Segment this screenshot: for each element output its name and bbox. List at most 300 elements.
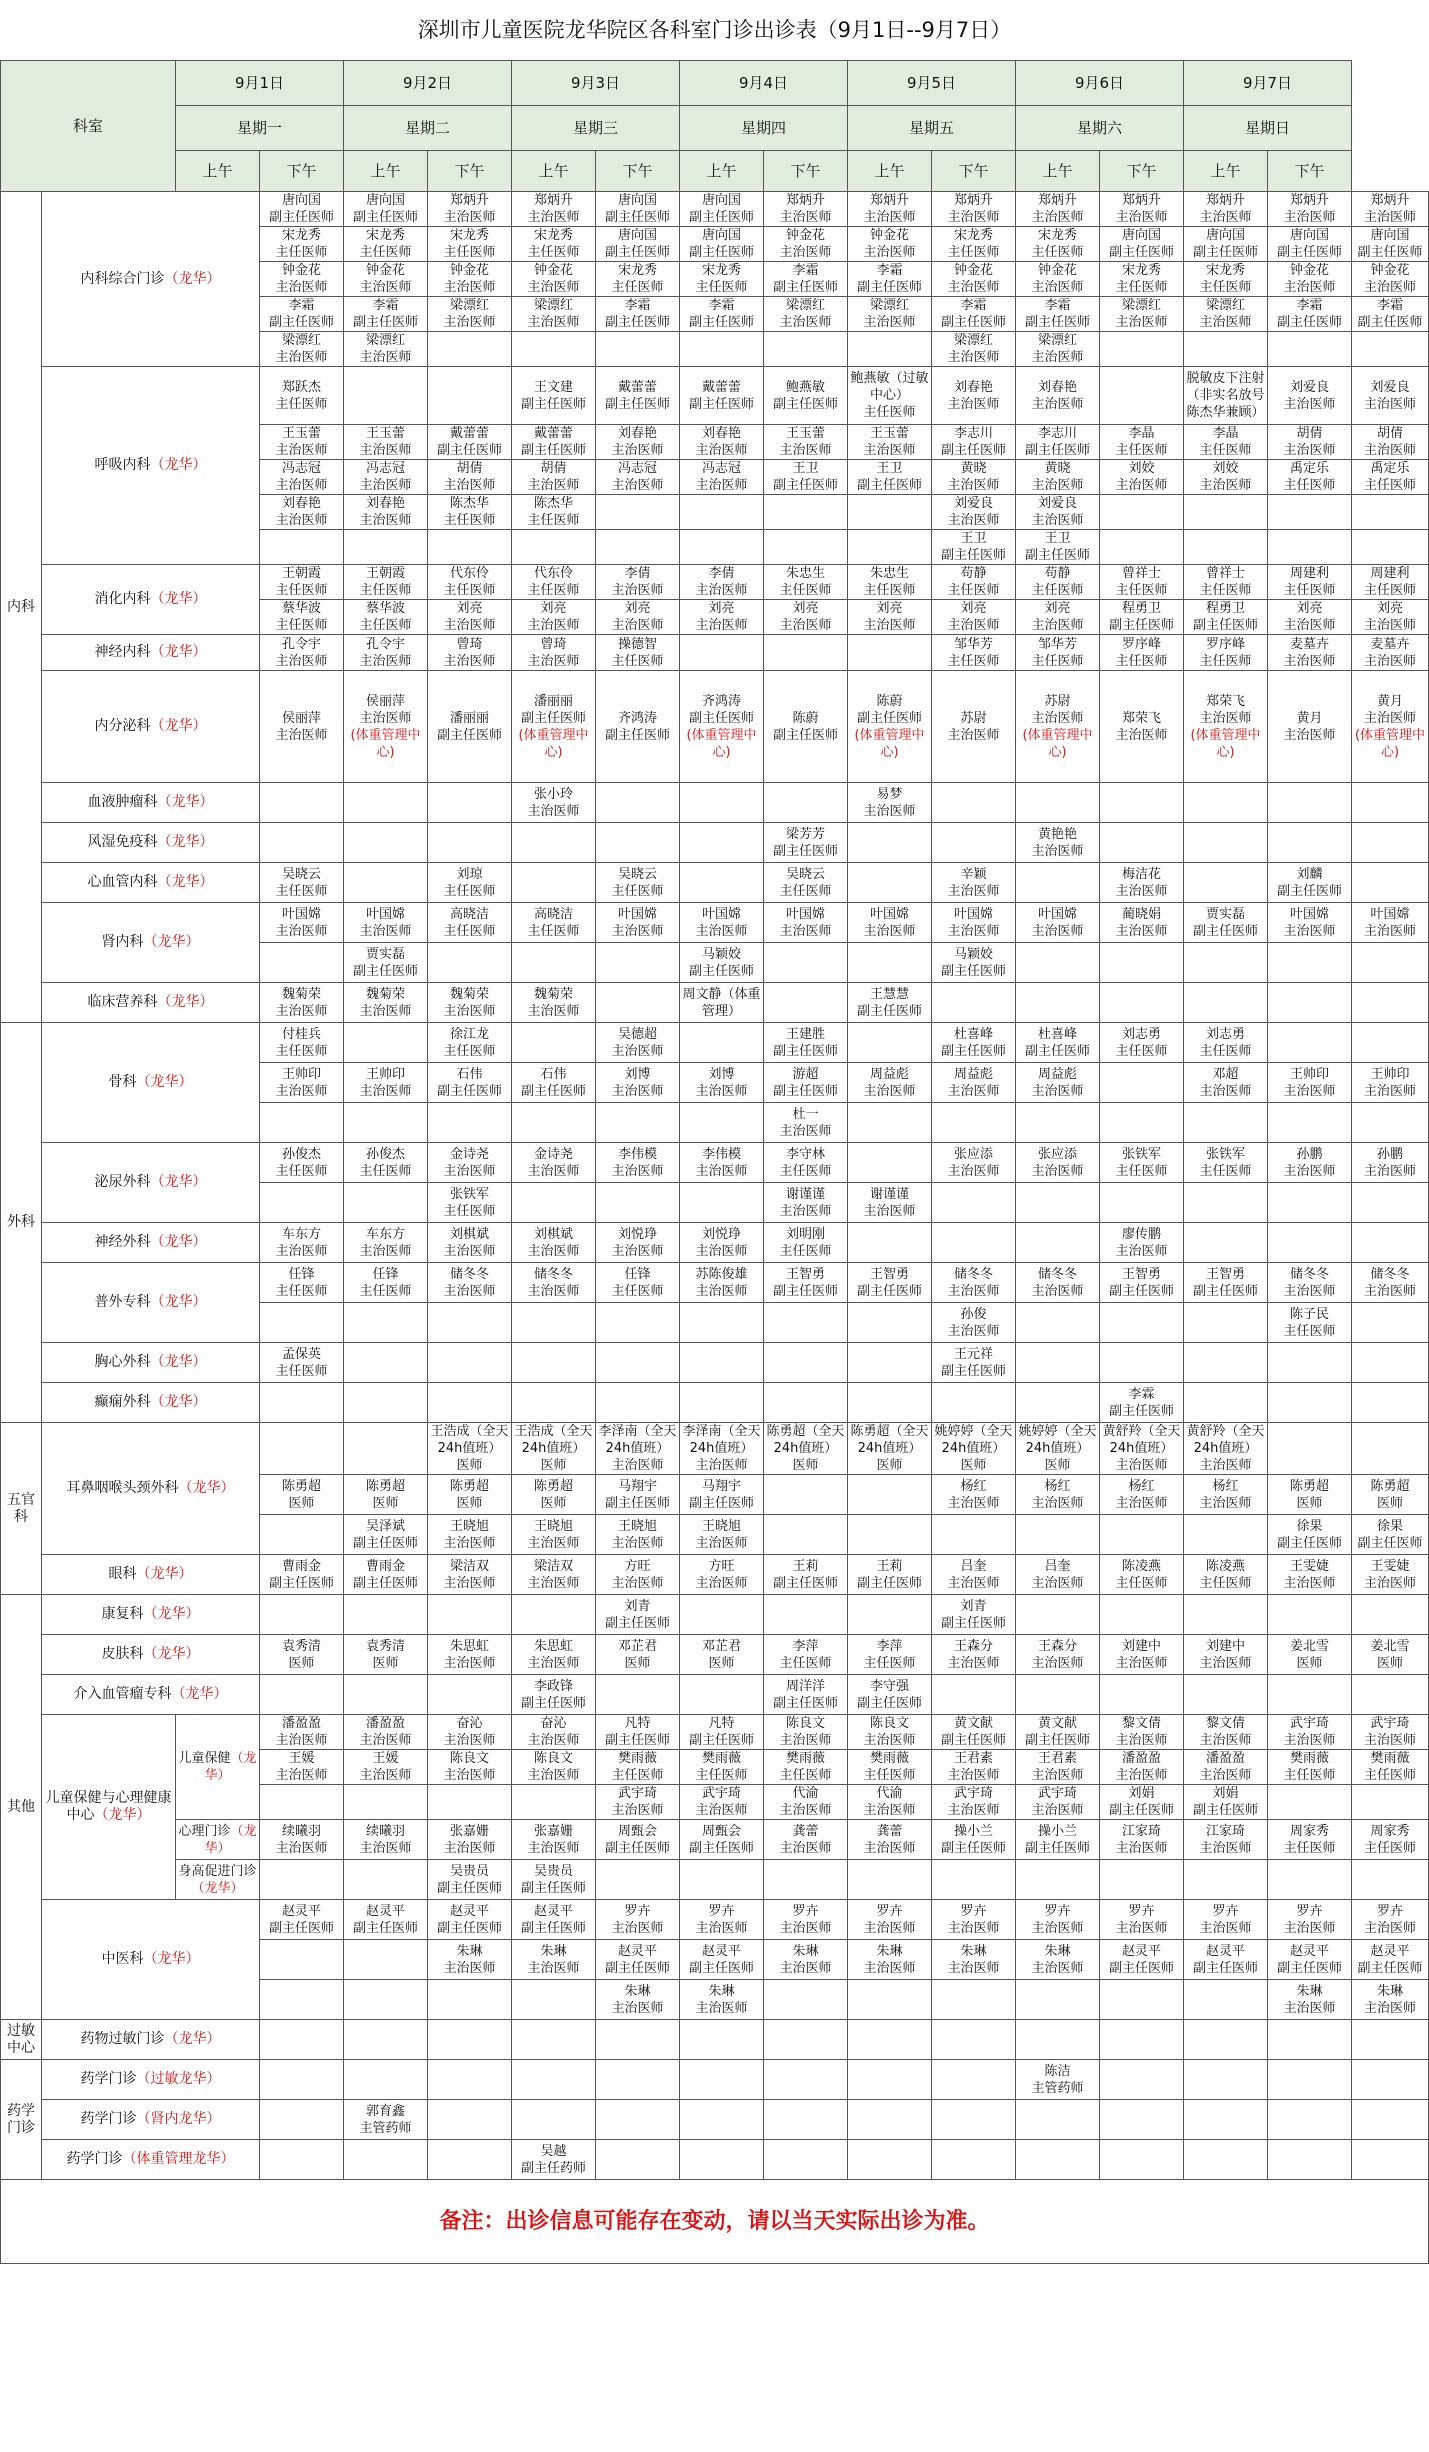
doctor-title: 主任医师 bbox=[443, 1043, 496, 1059]
dept-cell bbox=[42, 783, 260, 823]
doctor-title: 主治医师 bbox=[359, 513, 412, 528]
doctor-title: 副主任医师 bbox=[1109, 1960, 1175, 1976]
doctor-cell bbox=[1016, 1900, 1100, 1940]
doctor-cell bbox=[1100, 1023, 1184, 1063]
doctor-name: 陈良文 bbox=[786, 1716, 826, 1731]
doctor-title: 主治医师 bbox=[947, 1655, 1000, 1671]
doctor-title: 副主任医师 bbox=[773, 727, 839, 743]
doctor-title: 副主任医师 bbox=[1357, 1535, 1423, 1551]
doctor-cell bbox=[1352, 262, 1429, 297]
doctor-name: 王卫 bbox=[960, 531, 987, 546]
empty-cell bbox=[848, 943, 932, 983]
doctor-cell bbox=[1100, 1715, 1184, 1750]
doctor-name: 孙俊杰 bbox=[282, 1146, 322, 1162]
doctor-cell bbox=[932, 1475, 1016, 1515]
doctor-cell bbox=[260, 227, 344, 262]
doctor-name: 张应添 bbox=[1038, 1146, 1078, 1162]
doctor-title: 主治医师 bbox=[695, 443, 748, 458]
doctor-title: 主治医师 bbox=[1364, 210, 1417, 225]
subdept-cell bbox=[176, 1860, 260, 1900]
doctor-cell bbox=[596, 1063, 680, 1103]
doctor-title: 副主任医师 bbox=[521, 1695, 587, 1711]
empty-cell bbox=[344, 1980, 428, 2020]
empty-cell bbox=[1352, 2020, 1429, 2060]
empty-cell bbox=[512, 2020, 596, 2060]
doctor-title: 医师 bbox=[1377, 1655, 1404, 1671]
doctor-cell bbox=[260, 903, 344, 943]
text: 普外专科 bbox=[94, 1294, 151, 1310]
doctor-title: 主治医师 bbox=[779, 1840, 832, 1856]
doctor-cell bbox=[848, 1715, 932, 1750]
doctor-cell bbox=[1100, 1820, 1184, 1860]
doctor-cell bbox=[764, 1675, 848, 1715]
doctor-cell bbox=[512, 297, 596, 332]
doctor-cell bbox=[260, 1263, 344, 1303]
text: 临床营养科 bbox=[87, 994, 158, 1010]
doctor-title: 主任医师 bbox=[947, 583, 1000, 598]
doctor-title: 主任医师 bbox=[1364, 478, 1417, 493]
doctor-name: 吴贵员 bbox=[534, 1863, 574, 1879]
doctor-title: 主治医师 bbox=[527, 1960, 580, 1976]
doctor-cell bbox=[848, 983, 932, 1023]
empty-cell bbox=[1268, 2100, 1352, 2140]
doctor-name: 陈蔚 bbox=[792, 710, 819, 726]
doctor-name: 钟金花 bbox=[534, 263, 574, 278]
schedule-row bbox=[1, 903, 1429, 943]
doctor-title: 主治医师 bbox=[359, 350, 412, 365]
doctor-name: 宋龙秀 bbox=[618, 263, 658, 278]
doctor-title: 副主任医师 bbox=[1357, 1960, 1423, 1976]
empty-cell bbox=[1352, 863, 1429, 903]
doctor-title: 主治医师 bbox=[1115, 1768, 1168, 1783]
schedule-row bbox=[1, 1143, 1429, 1183]
doctor-title: 主任医师 bbox=[275, 245, 328, 260]
doctor-cell bbox=[260, 1343, 344, 1383]
empty-cell bbox=[680, 2140, 764, 2180]
dept-tag: （龙华） bbox=[164, 2031, 221, 2047]
schedule-row bbox=[1, 2100, 1429, 2140]
doctor-title: 主治医师 bbox=[275, 1768, 328, 1783]
text: 介入血管瘤专科 bbox=[73, 1686, 172, 1702]
doctor-title: 主任医师 bbox=[1031, 245, 1084, 260]
doctor-cell bbox=[848, 783, 932, 823]
empty-cell bbox=[1016, 2100, 1100, 2140]
doctor-cell bbox=[848, 297, 932, 332]
empty-cell bbox=[1352, 2140, 1429, 2180]
empty-cell bbox=[1352, 1343, 1429, 1383]
doctor-title: 主任医师 bbox=[1199, 1575, 1252, 1591]
doctor-title: 副主任医师 bbox=[353, 1920, 419, 1936]
doctor-name: 武宇琦 bbox=[1290, 1716, 1330, 1731]
empty-cell bbox=[1100, 2020, 1184, 2060]
empty-cell bbox=[512, 1343, 596, 1383]
dept-cell bbox=[42, 1223, 260, 1263]
doctor-cell bbox=[932, 863, 1016, 903]
empty-cell bbox=[344, 2140, 428, 2180]
doctor-name: 叶国嫦 bbox=[786, 906, 826, 922]
schedule-row bbox=[1, 2020, 1429, 2060]
empty-cell bbox=[848, 1103, 932, 1143]
schedule-row bbox=[1, 1223, 1429, 1263]
doctor-title: 主治医师 bbox=[1364, 443, 1417, 458]
doctor-cell bbox=[428, 1423, 512, 1475]
empty-cell bbox=[764, 1595, 848, 1635]
doctor-title: 主治医师 bbox=[359, 280, 412, 295]
doctor-title: 副主任药师 bbox=[521, 2160, 587, 2176]
doctor-title: 副主任医师 bbox=[605, 1495, 671, 1511]
doctor-title: 主治医师 bbox=[1115, 1655, 1168, 1671]
doctor-name: 罗卉 bbox=[960, 1903, 987, 1919]
empty-cell bbox=[1352, 1423, 1429, 1475]
doctor-title: 副主任医师 bbox=[773, 1043, 839, 1059]
dept-tag: （龙华） bbox=[136, 1566, 193, 1582]
doctor-name: 魏菊荣 bbox=[534, 986, 574, 1002]
doctor-cell bbox=[1352, 227, 1429, 262]
doctor-cell bbox=[596, 227, 680, 262]
doctor-cell bbox=[1016, 1423, 1100, 1475]
doctor-name: 周益彪 bbox=[870, 1066, 910, 1082]
empty-cell bbox=[932, 1980, 1016, 2020]
doctor-cell bbox=[596, 1785, 680, 1820]
doctor-cell bbox=[344, 1475, 428, 1515]
empty-cell bbox=[1352, 1675, 1429, 1715]
doctor-name: 陈勇超 bbox=[282, 1478, 322, 1494]
empty-cell bbox=[512, 1303, 596, 1343]
empty-cell bbox=[848, 635, 932, 671]
doctor-name: 李晶 bbox=[1128, 426, 1155, 441]
text: 神经内科 bbox=[94, 644, 151, 660]
doctor-title: 副主任医师 bbox=[1025, 548, 1091, 563]
doctor-name: 王晓旭 bbox=[618, 1518, 658, 1534]
empty-cell bbox=[1184, 983, 1268, 1023]
doctor-name: 刘亮 bbox=[456, 601, 483, 616]
doctor-title: 主治医师 bbox=[1115, 1495, 1168, 1511]
schedule-row bbox=[1, 1263, 1429, 1303]
empty-cell bbox=[428, 1785, 512, 1820]
doctor-name: 吴晓云 bbox=[618, 866, 658, 882]
empty-cell bbox=[1268, 783, 1352, 823]
doctor-title: 主治医师 bbox=[1283, 396, 1336, 412]
doctor-cell bbox=[848, 1675, 932, 1715]
empty-cell bbox=[1016, 1595, 1100, 1635]
doctor-title: 主任医师 bbox=[1115, 280, 1168, 295]
dept-cell bbox=[42, 1635, 260, 1675]
doctor-name: 王君素 bbox=[1038, 1751, 1078, 1766]
empty-cell bbox=[512, 1023, 596, 1063]
doctor-title: 主任医师 bbox=[1031, 583, 1084, 598]
doctor-name: 宋龙秀 bbox=[1038, 228, 1078, 243]
doctor-title: 副主任医师 bbox=[689, 1840, 755, 1856]
doctor-name: 王智勇 bbox=[1206, 1266, 1246, 1282]
doctor-title: 主任医师 bbox=[695, 280, 748, 295]
doctor-title: 副主任医师 bbox=[857, 1003, 923, 1019]
doctor-name: 胡倩 bbox=[540, 461, 567, 476]
doctor-name: 刘博 bbox=[624, 1066, 651, 1082]
doctor-cell bbox=[764, 1223, 848, 1263]
doctor-name: 武宇琦 bbox=[954, 1786, 994, 1801]
doctor-name: 戴蕾蕾 bbox=[534, 426, 574, 441]
doctor-name: 朱琳 bbox=[456, 1943, 483, 1959]
empty-cell bbox=[596, 823, 680, 863]
doctor-cell bbox=[344, 671, 428, 783]
doctor-name: 唐向国 bbox=[618, 193, 658, 208]
empty-cell bbox=[1268, 1785, 1352, 1820]
doctor-cell bbox=[596, 1223, 680, 1263]
empty-cell bbox=[260, 1860, 344, 1900]
doctor-title: 主任医师 bbox=[1364, 1840, 1417, 1856]
empty-cell bbox=[428, 2020, 512, 2060]
empty-cell bbox=[764, 2060, 848, 2100]
doctor-name: 孔令宇 bbox=[366, 636, 406, 652]
empty-cell bbox=[680, 635, 764, 671]
doctor-title: 主治医师 bbox=[1199, 1733, 1252, 1748]
doctor-title: 主治医师 bbox=[947, 1323, 1000, 1339]
schedule-row bbox=[1, 635, 1429, 671]
doctor-name: 程勇卫 bbox=[1122, 601, 1162, 616]
pm-header: 下午 bbox=[428, 151, 512, 192]
doctor-cell bbox=[512, 495, 596, 530]
doctor-title: 主治医师 bbox=[947, 727, 1000, 743]
empty-cell bbox=[1016, 1675, 1100, 1715]
dept-cell bbox=[42, 1143, 260, 1223]
doctor-title: 副主任医师 bbox=[689, 1733, 755, 1748]
doctor-name: 徐江龙 bbox=[450, 1026, 490, 1042]
doctor-name: 梁洁双 bbox=[450, 1558, 490, 1574]
doctor-title: 副主任医师 bbox=[605, 396, 671, 412]
empty-cell bbox=[260, 1940, 344, 1980]
doctor-title: 主治医师 bbox=[1031, 1655, 1084, 1671]
doctor-name: 黄晓 bbox=[960, 461, 987, 476]
doctor-name: 唐向国 bbox=[1122, 228, 1162, 243]
empty-cell bbox=[848, 332, 932, 367]
doctor-name: 任锋 bbox=[288, 1266, 315, 1282]
doctor-title: 主治医师 bbox=[695, 923, 748, 939]
doctor-cell bbox=[764, 863, 848, 903]
doctor-cell bbox=[764, 1423, 848, 1475]
doctor-name: 奋沁 bbox=[540, 1716, 567, 1731]
doctor-title: 主治医师 bbox=[611, 1920, 664, 1936]
doctor-cell bbox=[260, 332, 344, 367]
doctor-title: 主治医师 bbox=[1199, 1458, 1252, 1473]
doctor-name: 王智勇 bbox=[1122, 1266, 1162, 1282]
doctor-name: 王玉蕾 bbox=[282, 426, 322, 441]
doctor-title: 主治医师 bbox=[527, 1283, 580, 1299]
empty-cell bbox=[344, 1303, 428, 1343]
doctor-cell bbox=[512, 1940, 596, 1980]
doctor-title: 主任医师 bbox=[1115, 653, 1168, 669]
doctor-title: 主治医师 bbox=[1031, 1283, 1084, 1299]
doctor-title: 主治医师 bbox=[1364, 1083, 1417, 1099]
doctor-title: 主治医师 bbox=[947, 618, 1000, 633]
doctor-title: 副主任医师 bbox=[689, 315, 755, 330]
doctor-name: 王帅印 bbox=[1290, 1066, 1330, 1082]
doctor-title: 主任医师 bbox=[863, 583, 916, 598]
doctor-cell bbox=[1268, 863, 1352, 903]
doctor-name: 周甄会 bbox=[702, 1823, 742, 1839]
doctor-cell bbox=[1184, 262, 1268, 297]
doctor-name: 孙俊 bbox=[960, 1306, 987, 1322]
doctor-cell bbox=[848, 1635, 932, 1675]
doctor-name: 樊雨薇 bbox=[618, 1751, 658, 1766]
empty-cell bbox=[848, 530, 932, 565]
doctor-cell bbox=[596, 1715, 680, 1750]
empty-cell bbox=[428, 943, 512, 983]
doctor-name: 叶国嫦 bbox=[366, 906, 406, 922]
empty-cell bbox=[932, 783, 1016, 823]
doctor-title: 副主任医师 bbox=[773, 1083, 839, 1099]
doctor-name: 曾琦 bbox=[456, 636, 483, 652]
empty-cell bbox=[1100, 2060, 1184, 2100]
doctor-name: 黄文献 bbox=[1038, 1716, 1078, 1731]
doctor-cell bbox=[1352, 1515, 1429, 1555]
doctor-cell bbox=[260, 1063, 344, 1103]
doctor-title: 副主任医师 bbox=[521, 1880, 587, 1896]
doctor-name: 蔺晓娟 bbox=[1122, 906, 1162, 922]
doctor-cell bbox=[344, 495, 428, 530]
empty-cell bbox=[428, 367, 512, 425]
doctor-title: 主治医师 bbox=[947, 350, 1000, 365]
doctor-title: 主任医师 bbox=[1199, 583, 1252, 598]
doctor-cell bbox=[512, 227, 596, 262]
doctor-cell bbox=[932, 262, 1016, 297]
doctor-cell bbox=[932, 1555, 1016, 1595]
doctor-cell bbox=[764, 1940, 848, 1980]
empty-cell bbox=[764, 332, 848, 367]
doctor-cell bbox=[512, 1900, 596, 1940]
doctor-cell bbox=[428, 671, 512, 783]
doctor-cell bbox=[1268, 1820, 1352, 1860]
doctor-title: 主治医师 bbox=[443, 1535, 496, 1551]
doctor-title: 主任医师 bbox=[779, 1655, 832, 1671]
doctor-cell bbox=[1268, 1750, 1352, 1785]
doctor-name: 李霜 bbox=[876, 263, 903, 278]
doctor-name: 王莉 bbox=[876, 1558, 903, 1574]
empty-cell bbox=[1100, 1303, 1184, 1343]
doctor-cell bbox=[260, 863, 344, 903]
doctor-title: 主治医师 bbox=[1031, 1960, 1084, 1976]
dept-cell bbox=[42, 1595, 260, 1635]
doctor-name: 郑荣飞 bbox=[1206, 693, 1246, 709]
doctor-title: 副主任医师 bbox=[521, 443, 587, 458]
doctor-name: 刘爱良 bbox=[954, 496, 994, 511]
doctor-title: 主任医师 bbox=[947, 245, 1000, 260]
weekday-header: 星期日 bbox=[1184, 106, 1352, 151]
doctor-title: 主治医师 bbox=[1031, 478, 1084, 493]
doctor-cell bbox=[1184, 425, 1268, 460]
doctor-name: 苏尉 bbox=[1044, 693, 1071, 709]
empty-cell bbox=[512, 1785, 596, 1820]
doctor-name: 王森分 bbox=[954, 1638, 994, 1654]
doctor-name: 姚婷婷（全天24h值班） bbox=[1018, 1424, 1097, 1456]
doctor-name: 潘盈盈 bbox=[1122, 1751, 1162, 1766]
doctor-title: 主任医师 bbox=[779, 1243, 832, 1259]
doctor-name: 王朝霞 bbox=[282, 566, 322, 581]
empty-cell bbox=[1268, 2020, 1352, 2060]
empty-cell bbox=[428, 823, 512, 863]
empty-cell bbox=[680, 1343, 764, 1383]
doctor-name: 王帅印 bbox=[282, 1066, 322, 1082]
doctor-name: 冯志冠 bbox=[366, 461, 406, 476]
doctor-name: 钟金花 bbox=[366, 263, 406, 278]
empty-cell bbox=[1352, 823, 1429, 863]
page-title: 深圳市儿童医院龙华院区各科室门诊出诊表（9月1日--9月7日） bbox=[417, 18, 1012, 42]
empty-cell bbox=[848, 2140, 932, 2180]
empty-cell bbox=[680, 2020, 764, 2060]
schedule-row bbox=[1, 565, 1429, 600]
schedule-row bbox=[1, 783, 1429, 823]
empty-cell bbox=[344, 783, 428, 823]
doctor-title: 副主任医师 bbox=[1193, 618, 1259, 633]
doctor-name: 黄月 bbox=[1296, 710, 1323, 726]
doctor-title: 主任医师 bbox=[359, 245, 412, 260]
doctor-cell bbox=[512, 903, 596, 943]
doctor-name: 石伟 bbox=[456, 1066, 483, 1082]
empty-cell bbox=[1184, 2100, 1268, 2140]
doctor-cell bbox=[344, 1143, 428, 1183]
doctor-title: 副主任医师 bbox=[857, 1283, 923, 1299]
doctor-cell bbox=[260, 671, 344, 783]
doctor-name: 吴晓云 bbox=[786, 866, 826, 882]
doctor-cell bbox=[344, 2100, 428, 2140]
doctor-name: 周家秀 bbox=[1290, 1823, 1330, 1839]
doctor-title: 副主任医师 bbox=[521, 1920, 587, 1936]
doctor-name: 黎文倩 bbox=[1206, 1716, 1246, 1731]
doctor-cell bbox=[1184, 1023, 1268, 1063]
doctor-cell bbox=[1100, 1383, 1184, 1423]
doctor-name: 朱琳 bbox=[960, 1943, 987, 1959]
empty-cell bbox=[764, 1515, 848, 1555]
doctor-name: 代渝 bbox=[792, 1786, 819, 1801]
pm-header: 下午 bbox=[596, 151, 680, 192]
doctor-title: 副主任医师 bbox=[437, 443, 503, 458]
am-header: 上午 bbox=[848, 151, 932, 192]
doctor-name: 刘春艳 bbox=[282, 496, 322, 511]
doctor-name: 钟金花 bbox=[1290, 263, 1330, 278]
doctor-name: 邓芷君 bbox=[702, 1638, 742, 1654]
empty-cell bbox=[512, 823, 596, 863]
empty-cell bbox=[1016, 1103, 1100, 1143]
empty-cell bbox=[428, 1383, 512, 1423]
doctor-name: 郑炳升 bbox=[954, 193, 994, 208]
dept-cell bbox=[42, 1675, 260, 1715]
doctor-cell bbox=[344, 1820, 428, 1860]
clinic-note: (体重管理中心) bbox=[1354, 727, 1426, 760]
doctor-name: 樊雨薇 bbox=[702, 1751, 742, 1766]
empty-cell bbox=[596, 1383, 680, 1423]
empty-cell bbox=[1352, 332, 1429, 367]
doctor-name: 宋龙秀 bbox=[954, 228, 994, 243]
empty-cell bbox=[1100, 2100, 1184, 2140]
empty-cell bbox=[1016, 1303, 1100, 1343]
doctor-name: 樊雨薇 bbox=[786, 1751, 826, 1766]
doctor-name: 徐果 bbox=[1296, 1518, 1323, 1534]
doctor-cell bbox=[344, 1063, 428, 1103]
doctor-cell bbox=[1016, 1715, 1100, 1750]
doctor-cell bbox=[596, 671, 680, 783]
doctor-cell bbox=[932, 1143, 1016, 1183]
doctor-title: 主治医师 bbox=[275, 443, 328, 458]
doctor-title: 主治医师 bbox=[443, 1163, 496, 1179]
doctor-cell bbox=[764, 600, 848, 635]
doctor-title: 主管药师 bbox=[1031, 2080, 1084, 2096]
doctor-name: 车东方 bbox=[282, 1226, 322, 1242]
doctor-name: 赵灵平 bbox=[282, 1903, 322, 1919]
doctor-cell bbox=[1100, 1940, 1184, 1980]
empty-cell bbox=[680, 495, 764, 530]
empty-cell bbox=[1016, 1980, 1100, 2020]
text: 内科 bbox=[7, 598, 35, 615]
empty-cell bbox=[764, 1475, 848, 1515]
